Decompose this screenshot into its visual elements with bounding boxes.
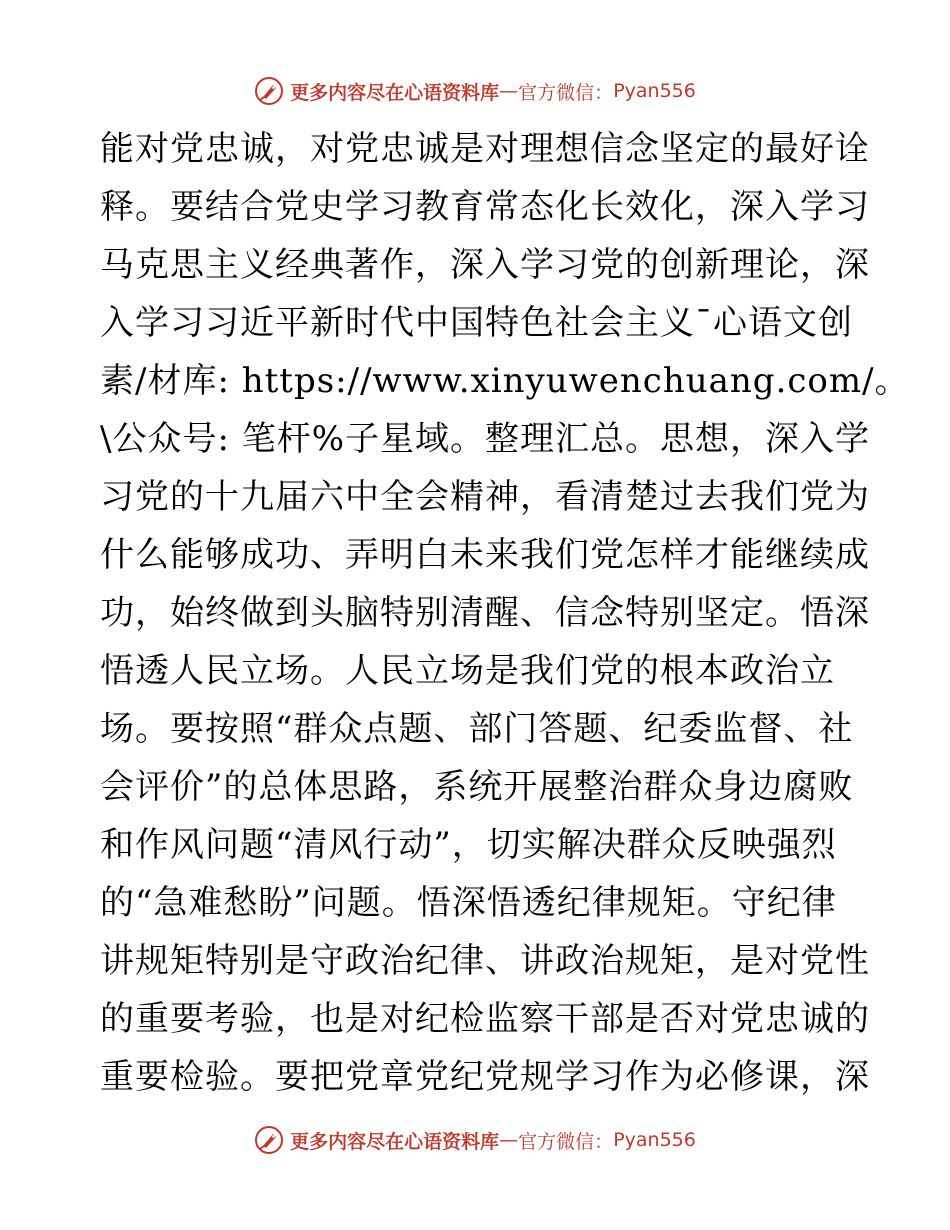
watermark-account: Pyan556	[613, 1129, 696, 1151]
watermark-separator: —	[499, 80, 519, 102]
text-line: 能对党忠诚，对党忠诚是对理想信念坚定的最好诠	[100, 129, 870, 169]
text-line: 讲规矩特别是守政治纪律、讲政治规矩，是对党性	[100, 941, 870, 981]
pen-nib-logo-icon	[254, 1125, 284, 1155]
body-text	[100, 120, 910, 1106]
header-watermark	[0, 71, 950, 111]
text-line: 入学习习近平新时代中国特色社会主义¯心语文创	[100, 303, 853, 343]
watermark-separator: —	[499, 1129, 519, 1151]
watermark-brand: 更多内容尽在心语资料库	[290, 1130, 500, 1153]
watermark-account: Pyan556	[613, 80, 696, 102]
watermark-official-label: 官方微信：	[518, 81, 614, 104]
footer-watermark	[0, 1120, 950, 1160]
text-line: 的“急难愁盼”问题。悟深悟透纪律规矩。守纪律	[100, 883, 837, 923]
pen-nib-logo-icon	[254, 76, 284, 106]
text-line: 素/材库: https://www.xinyuwenchuang.com/。	[100, 361, 910, 401]
text-line: 会评价”的总体思路，系统开展整治群众身边腐败	[100, 767, 854, 807]
text-line: 和作风问题“清风行动”，切实解决群众反映强烈	[100, 825, 837, 865]
text-line: 场。要按照“群众点题、部门答题、纪委监督、社	[100, 709, 854, 749]
watermark-official-label: 官方微信：	[518, 1130, 614, 1153]
text-line: 马克思主义经典著作，深入学习党的创新理论，深	[100, 245, 870, 285]
text-line: 什么能够成功、弄明白未来我们党怎样才能继续成	[100, 535, 870, 575]
text-line: 重要检验。要把党章党纪党规学习作为必修课，深	[100, 1057, 870, 1097]
text-line: 释。要结合党史学习教育常态化长效化，深入学习	[100, 187, 870, 227]
text-line: 功，始终做到头脑特别清醒、信念特别坚定。悟深	[100, 593, 870, 633]
text-line: \公众号: 笔杆%子星域。整理汇总。思想，深入学	[100, 419, 871, 459]
text-line: 习党的十九届六中全会精神，看清楚过去我们党为	[100, 477, 870, 517]
watermark-brand: 更多内容尽在心语资料库	[290, 81, 500, 104]
text-line: 的重要考验，也是对纪检监察干部是否对党忠诚的	[100, 999, 870, 1039]
text-line: 悟透人民立场。人民立场是我们党的根本政治立	[100, 651, 835, 691]
